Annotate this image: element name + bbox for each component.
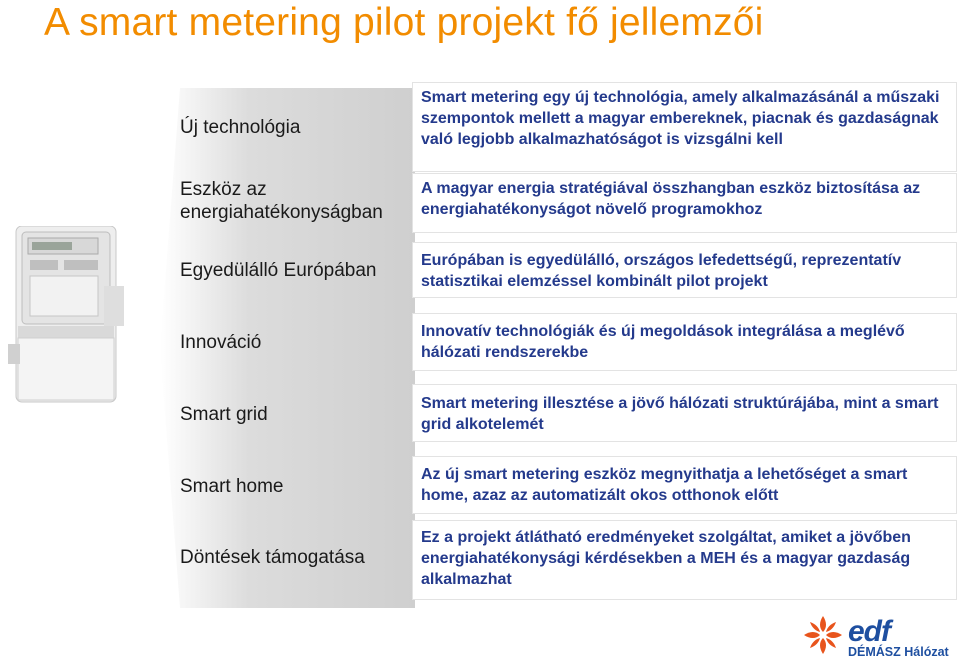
left-item-uj-technologia: Új technológia (180, 117, 301, 138)
right-item-1: Smart metering egy új technológia, amely alkalmazásánál a műszaki szempontok mellett a magyar embereknek, piacnak és gazdaságnak való legjobb alkalmazhatóságot is vizsgálni kell (412, 82, 957, 172)
edf-logo-text: edf (848, 615, 890, 648)
right-item-7: Ez a projekt átlátható eredményeket szolgáltat, amiket a jövőben energiahatékonysági kérdésekben a MEH és a magyar gazdaság alkalmazhat (412, 520, 957, 600)
edf-logo-icon (800, 612, 846, 658)
page-title: A smart metering pilot projekt fő jellemzői (44, 1, 764, 44)
right-item-3: Európában is egyedülálló, országos lefedettségű, reprezentatív statisztikai elemzéssel kombinált pilot projekt (412, 242, 957, 298)
left-item-eszkoz: Eszköz az energiahatékonyságban (180, 179, 383, 223)
left-item-innovacio: Innováció (180, 332, 262, 353)
right-item-6: Az új smart metering eszköz megnyithatja a lehetőséget a smart home, azaz az automatizált okos otthonok előtt (412, 456, 957, 514)
electricity-meter-image (8, 226, 138, 404)
left-item-smart-grid: Smart grid (180, 404, 268, 425)
left-item-egyedulallo: Egyedülálló Európában (180, 260, 377, 281)
left-item-dontesek: Döntések támogatása (180, 547, 365, 568)
left-item-smart-home: Smart home (180, 476, 284, 497)
right-item-2: A magyar energia stratégiával összhangban eszköz biztosítása az energiahatékonyságot növelő programokhoz (412, 173, 957, 233)
right-item-5: Smart metering illesztése a jövő hálózati struktúrájába, mint a smart grid alkotelemét (412, 384, 957, 442)
logo-subtitle: DÉMÁSZ Hálózat (848, 645, 949, 659)
right-item-4: Innovatív technológiák és új megoldások integrálása a meglévő hálózati rendszerekbe (412, 313, 957, 371)
